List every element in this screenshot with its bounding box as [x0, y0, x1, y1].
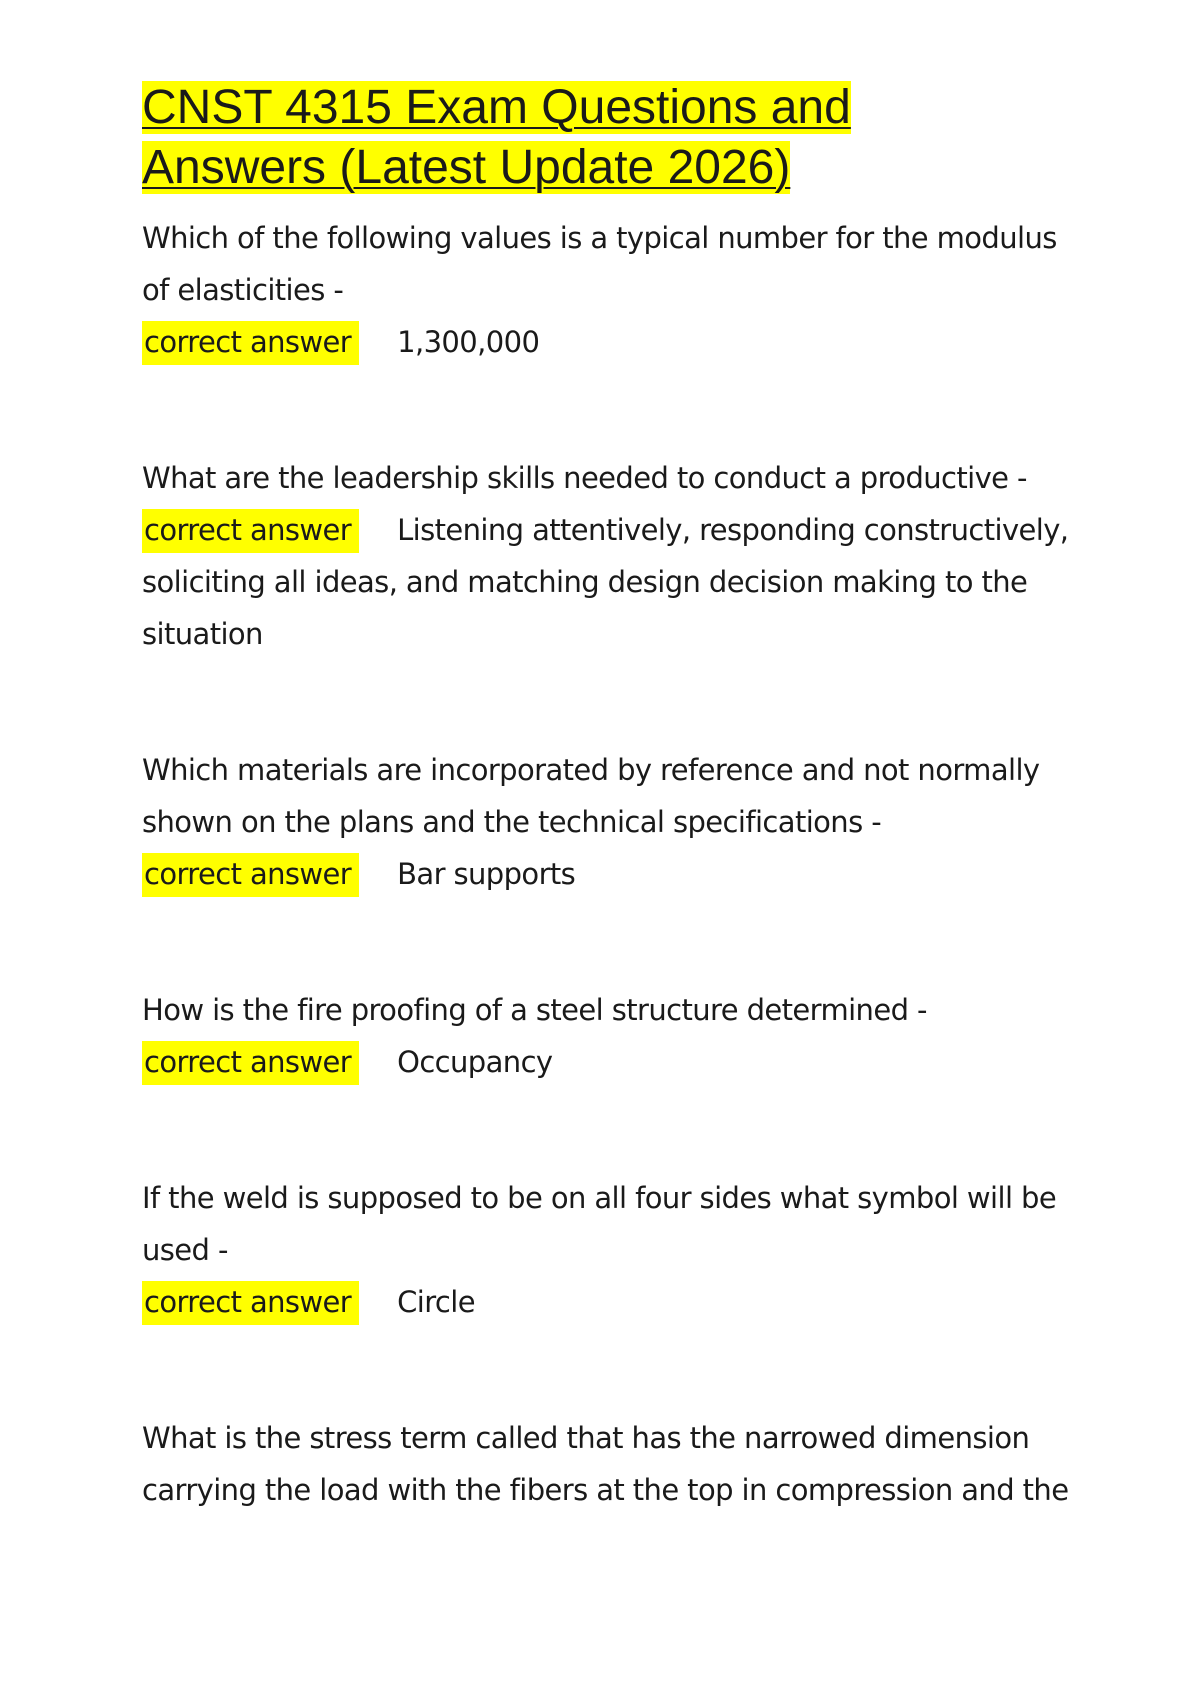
- correct-answer-label: correct answer: [142, 321, 359, 365]
- answer-line: [142, 1276, 1072, 1328]
- question-text: How is the fire proofing of a steel structure determined -: [142, 993, 927, 1027]
- correct-answer-label: correct answer: [142, 1281, 359, 1325]
- answer-text: Bar supports: [397, 857, 576, 891]
- answer-line: [142, 316, 1072, 368]
- answer-text: Circle: [397, 1285, 475, 1319]
- qa-item-1: [142, 212, 1072, 368]
- qa-item-2: [142, 452, 1072, 660]
- question-text: What are the leadership skills needed to conduct a productive -: [142, 461, 1027, 495]
- question-text: Which of the following values is a typical number for the modulus of elasticities -: [142, 221, 1057, 307]
- correct-answer-label: correct answer: [142, 509, 359, 553]
- qa-item-4: [142, 984, 1072, 1088]
- question-text: If the weld is supposed to be on all four sides what symbol will be used -: [142, 1181, 1057, 1267]
- answer-line: [142, 504, 1072, 660]
- answer-text: Listening attentively, responding constructively, soliciting all ideas, and matching design decision making to the situation: [142, 513, 1069, 651]
- question-text: What is the stress term called that has the narrowed dimension carrying the load with the fibers at the top in compression and the: [142, 1421, 1069, 1507]
- document-page: [142, 78, 1072, 1516]
- correct-answer-label: correct answer: [142, 853, 359, 897]
- qa-item-6: [142, 1412, 1072, 1516]
- answer-line: [142, 848, 1072, 900]
- qa-item-3: [142, 744, 1072, 900]
- title-line-2: Answers (Latest Update 2026): [142, 141, 791, 194]
- title-line-1: CNST 4315 Exam Questions and: [142, 81, 851, 134]
- qa-item-5: [142, 1172, 1072, 1328]
- question-text: Which materials are incorporated by reference and not normally shown on the plans and the technical specifications -: [142, 753, 1040, 839]
- correct-answer-label: correct answer: [142, 1041, 359, 1085]
- document-title: [142, 78, 1072, 198]
- answer-line: [142, 1036, 1072, 1088]
- answer-text: Occupancy: [397, 1045, 553, 1079]
- answer-text: 1,300,000: [397, 325, 540, 359]
